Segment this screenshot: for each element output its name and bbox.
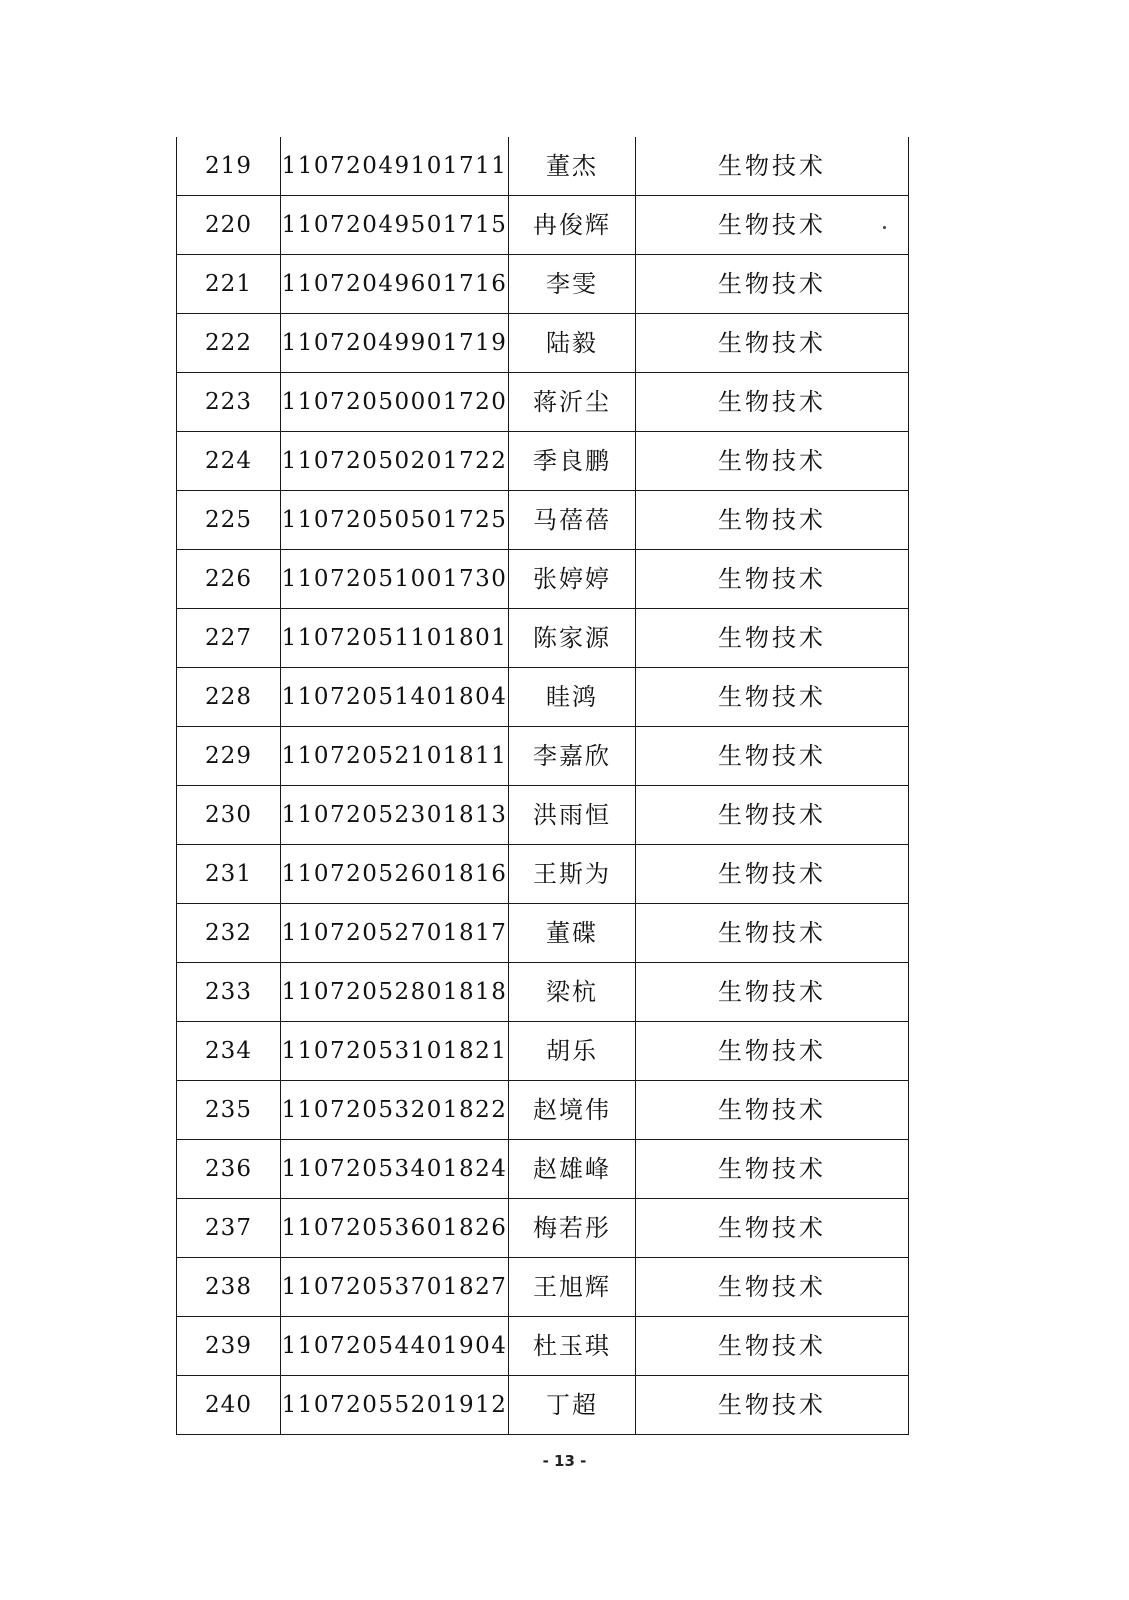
student-major: 生物技术 [636, 1022, 909, 1081]
table-row [177, 373, 909, 432]
table-row [177, 1081, 909, 1140]
student-id: 11072049601716 [281, 255, 509, 314]
row-number: 234 [177, 1022, 281, 1081]
student-name: 蒋沂尘 [509, 373, 636, 432]
student-id: 11072049101711 [281, 137, 509, 196]
student-id: 11072051001730 [281, 550, 509, 609]
student-id: 11072053201822 [281, 1081, 509, 1140]
student-id: 11072053701827 [281, 1258, 509, 1317]
student-id: 11072050201722 [281, 432, 509, 491]
row-number: 237 [177, 1199, 281, 1258]
student-major: 生物技术 [636, 432, 909, 491]
student-id: 11072055201912 [281, 1376, 509, 1435]
student-id: 11072054401904 [281, 1317, 509, 1376]
student-major: 生物技术 [636, 1081, 909, 1140]
row-number: 228 [177, 668, 281, 727]
table-row [177, 1022, 909, 1081]
student-name: 洪雨恒 [509, 786, 636, 845]
student-major: 生物技术 [636, 727, 909, 786]
row-number: 236 [177, 1140, 281, 1199]
table-row [177, 491, 909, 550]
table-row [177, 963, 909, 1022]
table-row [177, 432, 909, 491]
row-number: 223 [177, 373, 281, 432]
student-major: 生物技术 [636, 609, 909, 668]
student-name: 王旭辉 [509, 1258, 636, 1317]
row-number: 240 [177, 1376, 281, 1435]
student-major: 生物技术 [636, 1376, 909, 1435]
student-id: 11072049901719 [281, 314, 509, 373]
student-major: 生物技术 [636, 786, 909, 845]
student-name: 陈家源 [509, 609, 636, 668]
student-major: 生物技术 [636, 1317, 909, 1376]
table-row [177, 786, 909, 845]
row-number: 232 [177, 904, 281, 963]
student-major: 生物技术 [636, 1258, 909, 1317]
row-number: 225 [177, 491, 281, 550]
student-name: 张婷婷 [509, 550, 636, 609]
student-major: 生物技术 [636, 137, 909, 196]
student-name: 王斯为 [509, 845, 636, 904]
student-name: 陆毅 [509, 314, 636, 373]
student-name: 冉俊辉 [509, 196, 636, 255]
student-id: 11072050501725 [281, 491, 509, 550]
student-id: 11072052301813 [281, 786, 509, 845]
table-row [177, 1376, 909, 1435]
student-major: 生物技术 [636, 314, 909, 373]
student-name: 马蓓蓓 [509, 491, 636, 550]
table-row [177, 255, 909, 314]
student-major: 生物技术 [636, 845, 909, 904]
student-name: 季良鹏 [509, 432, 636, 491]
student-major: 生物技术 [636, 1140, 909, 1199]
student-major: 生物技术 [636, 963, 909, 1022]
student-name: 赵雄峰 [509, 1140, 636, 1199]
table-row [177, 550, 909, 609]
table-row [177, 196, 909, 255]
student-name: 梁杭 [509, 963, 636, 1022]
student-id: 11072053601826 [281, 1199, 509, 1258]
roster-body [177, 137, 909, 1435]
page-number: - 13 - [542, 1452, 587, 1470]
table-row [177, 845, 909, 904]
student-major: 生物技术 [636, 373, 909, 432]
student-major: 生物技术 [636, 491, 909, 550]
student-name: 杜玉琪 [509, 1317, 636, 1376]
scan-speck [883, 226, 886, 229]
row-number: 221 [177, 255, 281, 314]
student-name: 李雯 [509, 255, 636, 314]
row-number: 230 [177, 786, 281, 845]
table-row [177, 1317, 909, 1376]
table-row [177, 668, 909, 727]
student-major: 生物技术 [636, 904, 909, 963]
row-number: 235 [177, 1081, 281, 1140]
student-id: 11072052801818 [281, 963, 509, 1022]
row-number: 222 [177, 314, 281, 373]
student-major: 生物技术 [636, 550, 909, 609]
student-name: 赵境伟 [509, 1081, 636, 1140]
table-row [177, 1140, 909, 1199]
student-name: 董碟 [509, 904, 636, 963]
row-number: 219 [177, 137, 281, 196]
student-id: 11072050001720 [281, 373, 509, 432]
student-id: 11072052601816 [281, 845, 509, 904]
row-number: 239 [177, 1317, 281, 1376]
student-id: 11072053401824 [281, 1140, 509, 1199]
student-name: 胡乐 [509, 1022, 636, 1081]
table-row [177, 1199, 909, 1258]
student-major: 生物技术 [636, 668, 909, 727]
student-id: 11072049501715 [281, 196, 509, 255]
row-number: 229 [177, 727, 281, 786]
student-major: 生物技术 [636, 255, 909, 314]
student-id: 11072051101801 [281, 609, 509, 668]
student-id: 11072053101821 [281, 1022, 509, 1081]
row-number: 238 [177, 1258, 281, 1317]
row-number: 231 [177, 845, 281, 904]
row-number: 227 [177, 609, 281, 668]
row-number: 220 [177, 196, 281, 255]
table-row [177, 727, 909, 786]
row-number: 224 [177, 432, 281, 491]
table-row [177, 314, 909, 373]
table-row [177, 904, 909, 963]
student-name: 梅若彤 [509, 1199, 636, 1258]
row-number: 226 [177, 550, 281, 609]
table-row [177, 609, 909, 668]
student-name: 丁超 [509, 1376, 636, 1435]
student-name: 眭鸿 [509, 668, 636, 727]
table-row [177, 137, 909, 196]
student-major: 生物技术 [636, 196, 909, 255]
student-id: 11072052701817 [281, 904, 509, 963]
student-id: 11072052101811 [281, 727, 509, 786]
student-roster-table [176, 137, 909, 1435]
student-name: 李嘉欣 [509, 727, 636, 786]
student-major: 生物技术 [636, 1199, 909, 1258]
table-row [177, 1258, 909, 1317]
student-name: 董杰 [509, 137, 636, 196]
row-number: 233 [177, 963, 281, 1022]
student-id: 11072051401804 [281, 668, 509, 727]
